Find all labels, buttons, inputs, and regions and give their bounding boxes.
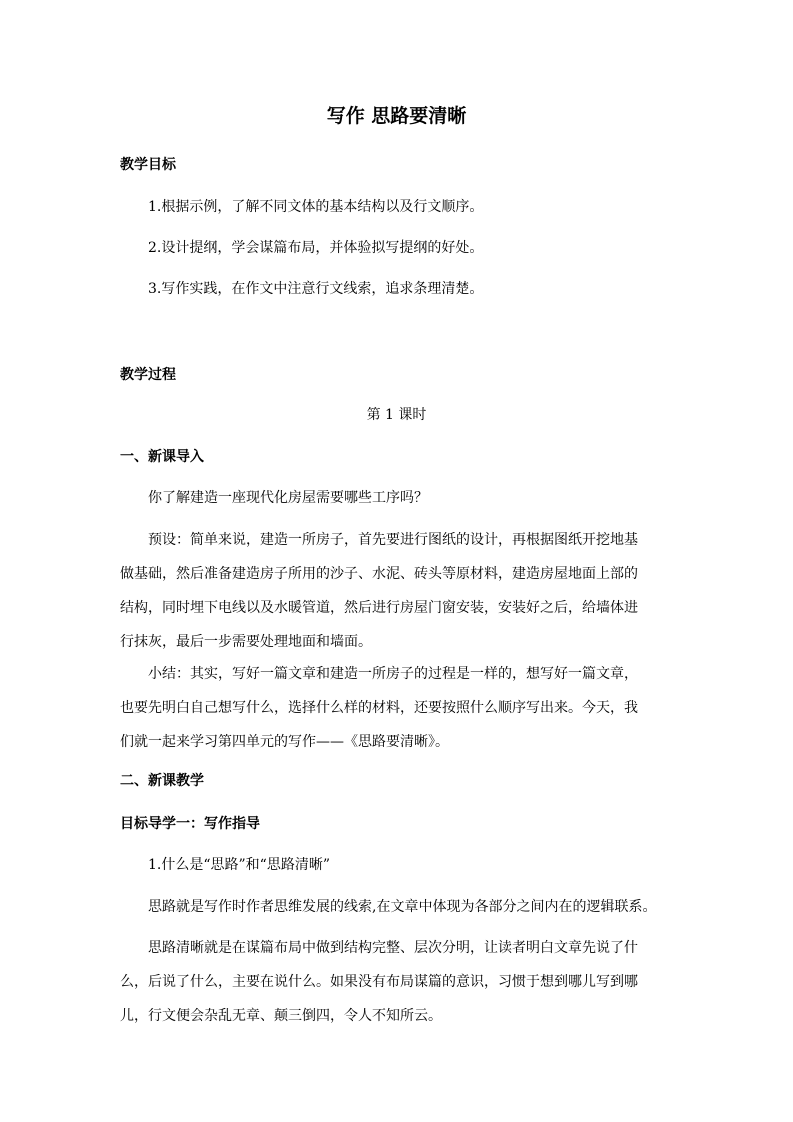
summary-line-1: 小结：其实，写好一篇文章和建造一所房子的过程是一样的，想写好一篇文章， [148,666,638,682]
summary-line-3: 们就一起来学习第四单元的写作——《思路要清晰》。 [120,734,449,750]
objective-item-3: 3.写作实践，在作文中注意行文线索，追求条理清楚。 [148,281,484,297]
clarity-line-1: 思路清晰就是在谋篇布局中做到结构完整、层次分明，让读者明白文章先说了什 [148,940,638,956]
section1-heading: 一、新课导入 [120,449,204,465]
clarity-line-3: 儿，行文便会杂乱无章、颠三倒四，令人不知所云。 [120,1008,442,1024]
goal-heading: 目标导学一：写作指导 [120,816,260,832]
definition-text: 思路就是写作时作者思维发展的线索,在文章中体现为各部分之间内在的逻辑联系。 [148,899,657,915]
preset-line-3: 结构，同时埋下电线以及水暖管道，然后进行房屋门窗安装，安装好之后，给墙体进 [120,600,638,616]
objectives-list [120,190,680,306]
item1-text: 1.什么是“思路”和“思路清晰” [148,857,330,873]
objective-item-2: 2.设计提纲，学会谋篇布局，并体验拟写提纲的好处。 [148,240,484,256]
item1-paragraph [120,848,680,882]
lesson-label: 第 1 课时 [366,407,427,423]
preset-line-4: 行抹灰，最后一步需要处理地面和墙面。 [120,634,372,650]
definition-paragraph [120,890,680,924]
clarity-paragraph [120,931,680,1033]
preset-line-2: 做基础，然后准备建造房子所用的沙子、水泥、砖头等原材料，建造房屋地面上部的 [120,566,638,582]
preset-line-1: 预设：简单来说，建造一所房子，首先要进行图纸的设计，再根据图纸开挖地基 [148,532,638,548]
intro-question-text: 你了解建造一座现代化房屋需要哪些工序吗？ [148,490,428,506]
summary-line-2: 也要先明白自己想写什么，选择什么样的材料，还要按照什么顺序写出来。今天，我 [120,700,638,716]
clarity-line-2: 么，后说了什么，主要在说什么。如果没有布局谋篇的意识，习惯于想到哪儿写到哪 [120,974,638,990]
section2-heading: 二、新课教学 [120,773,204,789]
document-title: 写作 思路要清晰 [326,105,467,127]
intro-question [120,481,680,515]
preset-paragraph [120,523,680,659]
objectives-heading: 教学目标 [120,157,176,173]
summary-paragraph [120,657,680,759]
process-heading: 教学过程 [120,367,176,383]
objective-item-1: 1.根据示例，了解不同文体的基本结构以及行文顺序。 [148,199,484,215]
